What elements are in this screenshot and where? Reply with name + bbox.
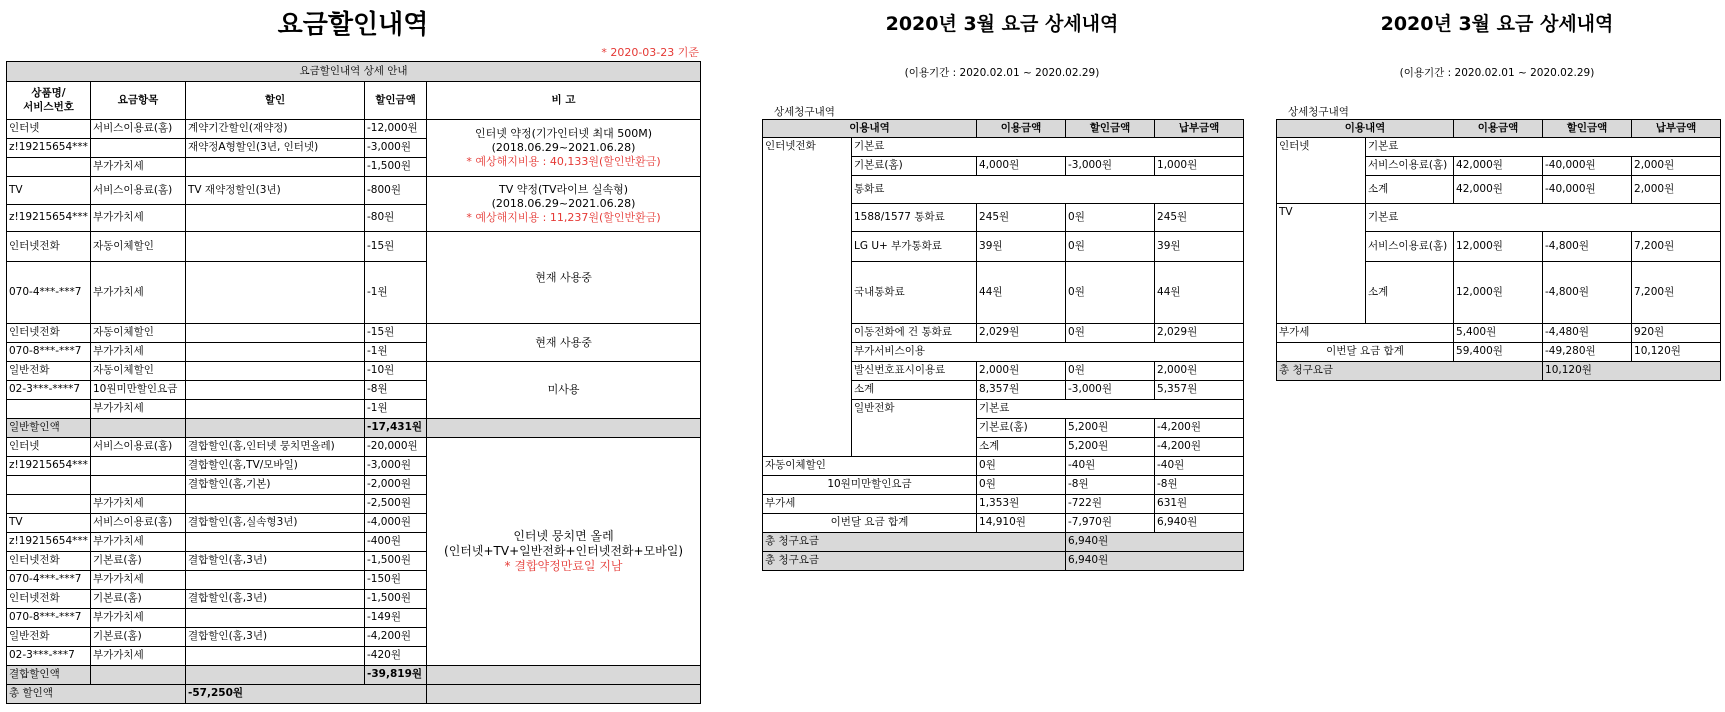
- table-cell: -8원: [1155, 476, 1244, 495]
- table-cell: 발신번호표시이용료: [852, 362, 977, 381]
- table-row: [7, 438, 701, 457]
- table-cell: 자동이체할인: [91, 362, 186, 381]
- table-cell: [427, 666, 701, 685]
- middle-title: 2020년 3월 요금 상세내역: [885, 13, 1119, 35]
- table-cell: 070-4***-***7: [7, 571, 91, 590]
- table-cell: -3,000원: [365, 457, 427, 476]
- table-cell: -80원: [365, 205, 427, 232]
- table-cell: 기본료(홈): [91, 590, 186, 609]
- table-cell: 일반전화: [7, 362, 91, 381]
- table-cell: 부가가치세: [91, 158, 186, 177]
- table-cell: -1,500원: [365, 158, 427, 177]
- table-cell: 부가가치세: [91, 495, 186, 514]
- table-cell: -722원: [1066, 495, 1155, 514]
- table-cell: 소계: [852, 381, 977, 400]
- table-cell: [186, 666, 365, 685]
- remark-tv: TV 약정(TV라이브 실속형) (2018.06.29~2021.06.28) * 예상해지비용 : 11,237원(할인반환금): [427, 177, 701, 232]
- table-cell: 0원: [977, 476, 1066, 495]
- table-cell: 39원: [977, 232, 1066, 262]
- header-amount: 할인금액: [365, 82, 427, 120]
- as-of-date: * 2020-03-23 기준: [601, 46, 699, 59]
- table-cell: 920원: [1632, 324, 1721, 343]
- group-general-phone: 일반전화: [852, 400, 977, 457]
- remark-bundle: 인터넷 뭉치면 올레 (인터넷+TV+일반전화+인터넷전화+모바일) * 결합약정만료일 지남: [427, 438, 701, 666]
- table-cell: 0원: [1066, 262, 1155, 324]
- table-cell: 자동이체할인: [91, 324, 186, 343]
- table-cell: 070-8***-***7: [7, 609, 91, 628]
- table-cell: [186, 381, 365, 400]
- remark-in-use-2: 현재 사용중: [427, 324, 701, 362]
- subtotal-row: [7, 666, 701, 685]
- right-period: (이용기간 : 2020.02.01 ~ 2020.02.29): [1399, 67, 1595, 79]
- table-row: [7, 232, 701, 262]
- discount-title: 요금할인내역: [277, 10, 429, 40]
- table-cell: 6,940원: [1155, 514, 1244, 533]
- table-cell: 7,200원: [1632, 262, 1721, 324]
- table-cell: 재약정A형할인(3년, 인터넷): [186, 139, 365, 158]
- table-cell: -4,800원: [1543, 232, 1632, 262]
- table-cell: -400원: [365, 533, 427, 552]
- table-cell: -149원: [365, 609, 427, 628]
- table-cell: 이용내역: [763, 120, 977, 138]
- table-cell: -420원: [365, 647, 427, 666]
- table-cell: 44원: [977, 262, 1066, 324]
- table-cell: 부가가치세: [91, 533, 186, 552]
- table-cell: 1,000원: [1155, 157, 1244, 176]
- table-row: [763, 120, 1244, 138]
- table-cell: -1원: [365, 400, 427, 419]
- table-cell: 2,000원: [1155, 362, 1244, 381]
- table-cell: 국내통화료: [852, 262, 977, 324]
- table-cell: [186, 232, 365, 262]
- table-cell: 계약기간할인(재약정): [186, 120, 365, 139]
- table-cell: 5,357원: [1155, 381, 1244, 400]
- table-cell: -800원: [365, 177, 427, 205]
- table-cell: 기본료: [1366, 138, 1721, 157]
- table-cell: -15원: [365, 324, 427, 343]
- table-cell: z!19215654***: [7, 457, 91, 476]
- table-cell: TV: [7, 514, 91, 533]
- table-cell: -57,250원: [186, 685, 427, 704]
- middle-bill-table: [762, 119, 1244, 571]
- table-cell: 인터넷전화: [7, 552, 91, 571]
- table-cell: 할인금액: [1066, 120, 1155, 138]
- table-cell: 결합할인(홈,TV/모바일): [186, 457, 365, 476]
- table-cell: 부가가치세: [91, 647, 186, 666]
- table-cell: -40,000원: [1543, 157, 1632, 176]
- table-cell: -15원: [365, 232, 427, 262]
- table-cell: 총 청구요금: [763, 533, 1066, 552]
- table-cell: 기본료(홈): [977, 419, 1066, 438]
- group-tv: TV: [1277, 204, 1366, 324]
- table-cell: 인터넷전화: [7, 232, 91, 262]
- table-cell: 인터넷: [7, 120, 91, 139]
- table-cell: 인터넷: [7, 438, 91, 457]
- table-cell: 기본료: [852, 138, 1244, 157]
- table-cell: 6,940원: [1066, 552, 1244, 571]
- table-cell: 0원: [977, 457, 1066, 476]
- table-cell: 02-3***-***7: [7, 647, 91, 666]
- table-cell: [7, 476, 91, 495]
- table-row: [7, 362, 701, 381]
- table-cell: 이용금액: [1454, 120, 1543, 138]
- table-cell: 결합할인(홈,3년): [186, 628, 365, 647]
- table-cell: 44원: [1155, 262, 1244, 324]
- table-cell: 납부금액: [1632, 120, 1721, 138]
- right-caption: 상세청구내역: [1288, 106, 1349, 118]
- table-row: [1277, 138, 1721, 157]
- table-cell: 소계: [1366, 262, 1454, 324]
- table-cell: -4,200원: [1155, 419, 1244, 438]
- table-cell: 42,000원: [1454, 157, 1543, 176]
- table-cell: 10,120원: [1543, 362, 1721, 381]
- table-cell: -4,480원: [1543, 324, 1632, 343]
- table-cell: 0원: [1066, 232, 1155, 262]
- table-cell: 기본료(홈): [91, 552, 186, 571]
- table-cell: [186, 571, 365, 590]
- table-cell: 070-4***-***7: [7, 262, 91, 324]
- table-cell: 부가서비스이용: [852, 343, 1244, 362]
- table-cell: [91, 139, 186, 158]
- table-cell: 8,357원: [977, 381, 1066, 400]
- table-cell: [7, 495, 91, 514]
- table-cell: 서비스이용료(홈): [1366, 157, 1454, 176]
- table-cell: -2,000원: [365, 476, 427, 495]
- table-row: [7, 82, 701, 120]
- middle-period: (이용기간 : 2020.02.01 ~ 2020.02.29): [904, 67, 1100, 79]
- table-cell: 부가가치세: [91, 343, 186, 362]
- table-cell: -1원: [365, 262, 427, 324]
- total-row: [7, 685, 701, 704]
- table-cell: 서비스이용료(홈): [91, 514, 186, 533]
- table-cell: TV: [7, 177, 91, 205]
- table-cell: LG U+ 부가통화료: [852, 232, 977, 262]
- table-row: [763, 514, 1244, 533]
- header-product: 상품명/ 서비스번호: [7, 82, 91, 120]
- right-bill-table: [1276, 119, 1721, 381]
- table-row: [7, 120, 701, 139]
- table-cell: -40원: [1066, 457, 1155, 476]
- table-cell: [91, 457, 186, 476]
- table-cell: 총 청구요금: [763, 552, 1066, 571]
- middle-caption: 상세청구내역: [774, 106, 835, 118]
- remark-internet: 인터넷 약정(기가인터넷 최대 500M) (2018.06.29~2021.06.28) * 예상해지비용 : 40,133원(할인반환금): [427, 120, 701, 177]
- table-cell: z!19215654***: [7, 139, 91, 158]
- table-cell: 부가세: [763, 495, 977, 514]
- table-row: [7, 177, 701, 205]
- table-cell: 소계: [1366, 176, 1454, 204]
- group-internet-phone: 인터넷전화: [763, 138, 852, 457]
- table-cell: [186, 343, 365, 362]
- table-row: [763, 552, 1244, 571]
- table-cell: 결합할인액: [7, 666, 91, 685]
- table-cell: -40원: [1155, 457, 1244, 476]
- table-cell: -10원: [365, 362, 427, 381]
- table-cell: -3,000원: [1066, 157, 1155, 176]
- table-cell: 서비스이용료(홈): [1366, 232, 1454, 262]
- table-cell: 서비스이용료(홈): [91, 120, 186, 139]
- table-banner: 요금할인내역 상세 안내: [7, 62, 701, 82]
- table-cell: 2,029원: [1155, 324, 1244, 343]
- table-row: [763, 457, 1244, 476]
- table-cell: 1,353원: [977, 495, 1066, 514]
- table-cell: -1,500원: [365, 590, 427, 609]
- table-cell: z!19215654***: [7, 533, 91, 552]
- table-cell: [186, 158, 365, 177]
- table-cell: 이번달 요금 합계: [1277, 343, 1454, 362]
- table-cell: 결합할인(홈,인터넷 뭉치면올레): [186, 438, 365, 457]
- table-cell: [186, 262, 365, 324]
- header-remark: 비 고: [427, 82, 701, 120]
- table-cell: 부가가치세: [91, 571, 186, 590]
- table-cell: -4,200원: [1155, 438, 1244, 457]
- table-cell: [91, 666, 186, 685]
- table-cell: 부가가치세: [91, 205, 186, 232]
- table-cell: -20,000원: [365, 438, 427, 457]
- table-row: [1277, 204, 1721, 232]
- table-cell: [186, 419, 365, 438]
- table-cell: [91, 419, 186, 438]
- table-cell: -1,500원: [365, 552, 427, 571]
- table-row: [1277, 362, 1721, 381]
- table-cell: [186, 400, 365, 419]
- table-row: [763, 138, 1244, 157]
- table-cell: 10원미만할인요금: [763, 476, 977, 495]
- table-cell: 총 할인액: [7, 685, 186, 704]
- table-row: [7, 62, 701, 82]
- table-cell: 기본료: [977, 400, 1244, 419]
- table-cell: [186, 495, 365, 514]
- table-cell: 245원: [1155, 204, 1244, 232]
- table-cell: [186, 324, 365, 343]
- table-cell: 59,400원: [1454, 343, 1543, 362]
- table-cell: [427, 419, 701, 438]
- table-cell: 부가세: [1277, 324, 1454, 343]
- table-cell: 결합할인(홈,실속형3년): [186, 514, 365, 533]
- table-cell: -40,000원: [1543, 176, 1632, 204]
- table-cell: 070-8***-***7: [7, 343, 91, 362]
- table-cell: 인터넷전화: [7, 324, 91, 343]
- table-cell: [7, 400, 91, 419]
- table-cell: -12,000원: [365, 120, 427, 139]
- table-cell: -4,800원: [1543, 262, 1632, 324]
- table-cell: -2,500원: [365, 495, 427, 514]
- table-row: [1277, 343, 1721, 362]
- table-cell: 통화료: [852, 176, 1244, 204]
- table-cell: 서비스이용료(홈): [91, 438, 186, 457]
- table-cell: TV 재약정할인(3년): [186, 177, 365, 205]
- table-cell: 14,910원: [977, 514, 1066, 533]
- table-cell: 42,000원: [1454, 176, 1543, 204]
- table-cell: -3,000원: [365, 139, 427, 158]
- table-cell: 납부금액: [1155, 120, 1244, 138]
- table-cell: 6,940원: [1066, 533, 1244, 552]
- table-cell: [186, 609, 365, 628]
- table-cell: 5,400원: [1454, 324, 1543, 343]
- table-cell: 631원: [1155, 495, 1244, 514]
- table-cell: -49,280원: [1543, 343, 1632, 362]
- right-title: 2020년 3월 요금 상세내역: [1380, 13, 1614, 35]
- table-cell: 결합할인(홈,3년): [186, 552, 365, 571]
- group-internet: 인터넷: [1277, 138, 1366, 204]
- table-cell: -3,000원: [1066, 381, 1155, 400]
- table-cell: 0원: [1066, 204, 1155, 232]
- table-cell: [7, 158, 91, 177]
- table-cell: -8원: [365, 381, 427, 400]
- table-cell: 10,120원: [1632, 343, 1721, 362]
- table-cell: 결합할인(홈,3년): [186, 590, 365, 609]
- discount-table: [6, 61, 701, 704]
- table-cell: 서비스이용료(홈): [91, 177, 186, 205]
- table-cell: 이번달 요금 합계: [763, 514, 977, 533]
- table-cell: [186, 647, 365, 666]
- table-cell: -17,431원: [365, 419, 427, 438]
- table-cell: 2,000원: [977, 362, 1066, 381]
- table-cell: 245원: [977, 204, 1066, 232]
- table-cell: 39원: [1155, 232, 1244, 262]
- table-cell: -39,819원: [365, 666, 427, 685]
- table-cell: -4,200원: [365, 628, 427, 647]
- table-cell: [91, 476, 186, 495]
- table-row: [1277, 120, 1721, 138]
- table-cell: 10원미만할인요금: [91, 381, 186, 400]
- table-cell: 기본료: [1366, 204, 1721, 232]
- table-cell: 12,000원: [1454, 262, 1543, 324]
- table-cell: 부가가치세: [91, 609, 186, 628]
- table-cell: -7,970원: [1066, 514, 1155, 533]
- table-cell: 기본료(홈): [852, 157, 977, 176]
- table-cell: 할인금액: [1543, 120, 1632, 138]
- table-cell: 12,000원: [1454, 232, 1543, 262]
- table-cell: [186, 362, 365, 381]
- table-cell: 이용내역: [1277, 120, 1454, 138]
- table-cell: 2,029원: [977, 324, 1066, 343]
- table-cell: 일반할인액: [7, 419, 91, 438]
- table-cell: 자동이체할인: [91, 232, 186, 262]
- table-row: [763, 476, 1244, 495]
- table-cell: 02-3***-****7: [7, 381, 91, 400]
- table-cell: 인터넷전화: [7, 590, 91, 609]
- table-cell: 이용금액: [977, 120, 1066, 138]
- table-cell: 4,000원: [977, 157, 1066, 176]
- table-cell: 7,200원: [1632, 232, 1721, 262]
- remark-unused: 미사용: [427, 362, 701, 419]
- table-cell: -8원: [1066, 476, 1155, 495]
- table-cell: -4,000원: [365, 514, 427, 533]
- subtotal-row: [7, 419, 701, 438]
- table-cell: 자동이체할인: [763, 457, 977, 476]
- table-cell: [186, 205, 365, 232]
- table-row: [7, 324, 701, 343]
- table-cell: 0원: [1066, 362, 1155, 381]
- header-item: 요금항목: [91, 82, 186, 120]
- table-cell: 2,000원: [1632, 157, 1721, 176]
- table-row: [763, 495, 1244, 514]
- table-row: [763, 533, 1244, 552]
- table-cell: 결합할인(홈,기본): [186, 476, 365, 495]
- table-cell: [186, 533, 365, 552]
- table-cell: 5,200원: [1066, 419, 1155, 438]
- header-discount: 할인: [186, 82, 365, 120]
- table-cell: 일반전화: [7, 628, 91, 647]
- table-cell: [427, 685, 701, 704]
- table-cell: 소계: [977, 438, 1066, 457]
- table-cell: 이동전화에 건 통화료: [852, 324, 977, 343]
- table-cell: 1588/1577 통화료: [852, 204, 977, 232]
- table-cell: -150원: [365, 571, 427, 590]
- table-cell: -1원: [365, 343, 427, 362]
- remark-in-use-1: 현재 사용중: [427, 232, 701, 324]
- table-cell: 총 청구요금: [1277, 362, 1543, 381]
- table-cell: 0원: [1066, 324, 1155, 343]
- table-cell: 부가가치세: [91, 400, 186, 419]
- table-row: [1277, 324, 1721, 343]
- table-cell: z!19215654***: [7, 205, 91, 232]
- table-cell: 기본료(홈): [91, 628, 186, 647]
- table-cell: 부가가치세: [91, 262, 186, 324]
- table-cell: 2,000원: [1632, 176, 1721, 204]
- table-cell: 5,200원: [1066, 438, 1155, 457]
